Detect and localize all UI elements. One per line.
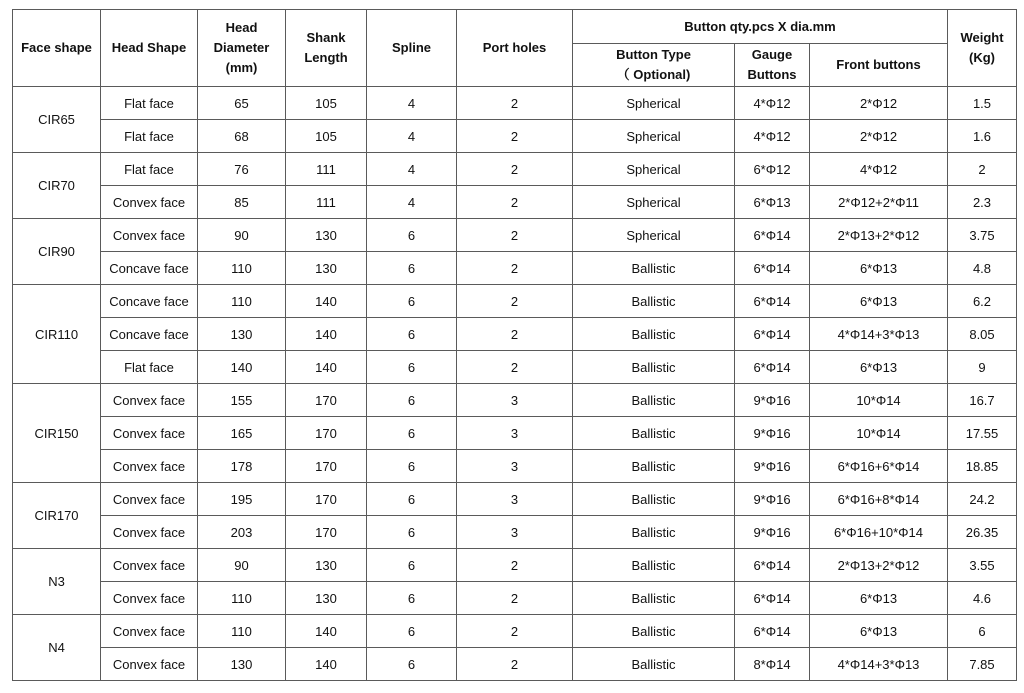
cell-gauge-buttons: 9*Φ16 (735, 384, 810, 417)
cell-head-shape: Convex face (101, 615, 198, 648)
cell-port-holes: 2 (457, 87, 573, 120)
cell-front-buttons: 2*Φ12 (810, 120, 948, 153)
cell-face-shape: CIR170 (13, 483, 101, 549)
cell-weight: 8.05 (948, 318, 1017, 351)
cell-head-diameter: 110 (198, 582, 286, 615)
cell-face-shape: CIR70 (13, 153, 101, 219)
table-body (13, 87, 1017, 681)
cell-spline: 6 (367, 450, 457, 483)
cell-head-shape: Convex face (101, 648, 198, 681)
table-row (13, 285, 1017, 318)
cell-weight: 4.8 (948, 252, 1017, 285)
cell-button-type: Ballistic (573, 450, 735, 483)
cell-head-shape: Flat face (101, 153, 198, 186)
cell-front-buttons: 6*Φ13 (810, 351, 948, 384)
cell-spline: 4 (367, 120, 457, 153)
cell-gauge-buttons: 6*Φ14 (735, 318, 810, 351)
cell-head-diameter: 85 (198, 186, 286, 219)
cell-port-holes: 2 (457, 153, 573, 186)
cell-button-type: Ballistic (573, 252, 735, 285)
cell-head-diameter: 90 (198, 219, 286, 252)
cell-port-holes: 2 (457, 186, 573, 219)
cell-front-buttons: 2*Φ12 (810, 87, 948, 120)
cell-button-type: Ballistic (573, 285, 735, 318)
header-weight (948, 10, 1017, 87)
header-button-group: Button qty.pcs X dia.mm (573, 10, 948, 44)
cell-button-type: Spherical (573, 219, 735, 252)
table-header (13, 10, 1017, 87)
spec-table-wrapper (12, 9, 1017, 681)
cell-head-shape: Convex face (101, 384, 198, 417)
cell-shank-length: 111 (286, 186, 367, 219)
cell-spline: 6 (367, 516, 457, 549)
header-shank-length (286, 10, 367, 87)
cell-front-buttons: 4*Φ14+3*Φ13 (810, 648, 948, 681)
cell-gauge-buttons: 6*Φ12 (735, 153, 810, 186)
cell-weight: 16.7 (948, 384, 1017, 417)
cell-head-shape: Convex face (101, 483, 198, 516)
cell-shank-length: 111 (286, 153, 367, 186)
cell-shank-length: 140 (286, 285, 367, 318)
cell-head-diameter: 90 (198, 549, 286, 582)
cell-port-holes: 2 (457, 648, 573, 681)
cell-button-type: Ballistic (573, 648, 735, 681)
cell-face-shape: N3 (13, 549, 101, 615)
cell-port-holes: 3 (457, 483, 573, 516)
cell-head-shape: Convex face (101, 450, 198, 483)
cell-port-holes: 3 (457, 384, 573, 417)
cell-port-holes: 2 (457, 582, 573, 615)
cell-weight: 4.6 (948, 582, 1017, 615)
cell-button-type: Spherical (573, 87, 735, 120)
cell-front-buttons: 10*Φ14 (810, 384, 948, 417)
cell-head-shape: Flat face (101, 120, 198, 153)
cell-spline: 6 (367, 549, 457, 582)
header-shank-length-line: Length (304, 50, 348, 65)
cell-head-diameter: 195 (198, 483, 286, 516)
table-row (13, 450, 1017, 483)
cell-button-type: Ballistic (573, 582, 735, 615)
cell-head-shape: Concave face (101, 285, 198, 318)
header-face-shape: Face shape (13, 10, 101, 87)
cell-front-buttons: 6*Φ16+10*Φ14 (810, 516, 948, 549)
cell-front-buttons: 10*Φ14 (810, 417, 948, 450)
cell-head-shape: Flat face (101, 351, 198, 384)
cell-weight: 2 (948, 153, 1017, 186)
cell-head-diameter: 178 (198, 450, 286, 483)
cell-button-type: Spherical (573, 186, 735, 219)
cell-port-holes: 2 (457, 285, 573, 318)
cell-head-shape: Convex face (101, 549, 198, 582)
header-button-type (573, 44, 735, 87)
cell-shank-length: 170 (286, 384, 367, 417)
cell-button-type: Ballistic (573, 417, 735, 450)
cell-gauge-buttons: 6*Φ14 (735, 549, 810, 582)
cell-shank-length: 130 (286, 252, 367, 285)
cell-front-buttons: 2*Φ12+2*Φ11 (810, 186, 948, 219)
cell-front-buttons: 4*Φ14+3*Φ13 (810, 318, 948, 351)
cell-weight: 1.6 (948, 120, 1017, 153)
cell-port-holes: 3 (457, 450, 573, 483)
cell-shank-length: 130 (286, 582, 367, 615)
cell-button-type: Spherical (573, 153, 735, 186)
cell-port-holes: 2 (457, 318, 573, 351)
header-head-shape: Head Shape (101, 10, 198, 87)
cell-head-diameter: 130 (198, 318, 286, 351)
cell-head-diameter: 130 (198, 648, 286, 681)
cell-face-shape: CIR110 (13, 285, 101, 384)
header-weight-line: Weight (960, 30, 1004, 45)
cell-front-buttons: 6*Φ13 (810, 252, 948, 285)
cell-spline: 6 (367, 252, 457, 285)
cell-head-shape: Convex face (101, 582, 198, 615)
cell-front-buttons: 2*Φ13+2*Φ12 (810, 219, 948, 252)
cell-spline: 6 (367, 615, 457, 648)
cell-button-type: Ballistic (573, 351, 735, 384)
cell-button-type: Ballistic (573, 615, 735, 648)
cell-port-holes: 2 (457, 615, 573, 648)
cell-weight: 2.3 (948, 186, 1017, 219)
cell-head-shape: Convex face (101, 417, 198, 450)
cell-port-holes: 2 (457, 549, 573, 582)
cell-gauge-buttons: 4*Φ12 (735, 87, 810, 120)
cell-port-holes: 2 (457, 219, 573, 252)
cell-gauge-buttons: 6*Φ14 (735, 351, 810, 384)
cell-shank-length: 130 (286, 549, 367, 582)
cell-shank-length: 170 (286, 450, 367, 483)
cell-port-holes: 3 (457, 417, 573, 450)
table-row (13, 417, 1017, 450)
cell-head-diameter: 68 (198, 120, 286, 153)
cell-front-buttons: 6*Φ13 (810, 582, 948, 615)
cell-weight: 24.2 (948, 483, 1017, 516)
cell-head-diameter: 110 (198, 252, 286, 285)
cell-shank-length: 140 (286, 351, 367, 384)
cell-spline: 6 (367, 483, 457, 516)
cell-spline: 6 (367, 285, 457, 318)
cell-spline: 6 (367, 648, 457, 681)
header-button-type-line: Button Type (616, 47, 691, 62)
table-row (13, 582, 1017, 615)
cell-head-diameter: 65 (198, 87, 286, 120)
cell-shank-length: 140 (286, 615, 367, 648)
cell-head-shape: Concave face (101, 252, 198, 285)
cell-port-holes: 3 (457, 516, 573, 549)
table-row (13, 186, 1017, 219)
cell-head-shape: Convex face (101, 219, 198, 252)
cell-weight: 6.2 (948, 285, 1017, 318)
cell-gauge-buttons: 6*Φ13 (735, 186, 810, 219)
cell-face-shape: CIR65 (13, 87, 101, 153)
cell-button-type: Ballistic (573, 549, 735, 582)
header-button-type-line: （ Optional) (616, 67, 691, 82)
header-head-diameter (198, 10, 286, 87)
cell-shank-length: 140 (286, 648, 367, 681)
cell-spline: 6 (367, 351, 457, 384)
cell-head-diameter: 76 (198, 153, 286, 186)
cell-face-shape: CIR150 (13, 384, 101, 483)
header-weight-line: (Kg) (969, 50, 995, 65)
cell-shank-length: 140 (286, 318, 367, 351)
table-row (13, 549, 1017, 582)
cell-gauge-buttons: 4*Φ12 (735, 120, 810, 153)
cell-port-holes: 2 (457, 120, 573, 153)
header-front-buttons: Front buttons (810, 44, 948, 87)
cell-gauge-buttons: 6*Φ14 (735, 582, 810, 615)
table-row (13, 351, 1017, 384)
cell-face-shape: N4 (13, 615, 101, 681)
table-row (13, 120, 1017, 153)
table-row (13, 153, 1017, 186)
table-row (13, 516, 1017, 549)
cell-weight: 17.55 (948, 417, 1017, 450)
cell-gauge-buttons: 6*Φ14 (735, 615, 810, 648)
cell-spline: 6 (367, 318, 457, 351)
cell-gauge-buttons: 9*Φ16 (735, 483, 810, 516)
cell-shank-length: 105 (286, 87, 367, 120)
cell-weight: 3.55 (948, 549, 1017, 582)
cell-front-buttons: 4*Φ12 (810, 153, 948, 186)
header-gauge-buttons (735, 44, 810, 87)
cell-front-buttons: 2*Φ13+2*Φ12 (810, 549, 948, 582)
cell-shank-length: 105 (286, 120, 367, 153)
cell-front-buttons: 6*Φ13 (810, 615, 948, 648)
cell-port-holes: 2 (457, 252, 573, 285)
header-head-diameter-line: Head (225, 20, 258, 35)
table-row (13, 219, 1017, 252)
cell-gauge-buttons: 9*Φ16 (735, 450, 810, 483)
cell-spline: 4 (367, 87, 457, 120)
cell-button-type: Ballistic (573, 483, 735, 516)
cell-shank-length: 130 (286, 219, 367, 252)
cell-head-diameter: 155 (198, 384, 286, 417)
cell-shank-length: 170 (286, 483, 367, 516)
table-row (13, 252, 1017, 285)
cell-button-type: Spherical (573, 120, 735, 153)
table-row (13, 87, 1017, 120)
cell-port-holes: 2 (457, 351, 573, 384)
cell-front-buttons: 6*Φ13 (810, 285, 948, 318)
cell-weight: 1.5 (948, 87, 1017, 120)
cell-weight: 3.75 (948, 219, 1017, 252)
header-port-holes: Port holes (457, 10, 573, 87)
cell-weight: 26.35 (948, 516, 1017, 549)
cell-gauge-buttons: 9*Φ16 (735, 417, 810, 450)
table-row (13, 483, 1017, 516)
cell-head-diameter: 165 (198, 417, 286, 450)
cell-button-type: Ballistic (573, 384, 735, 417)
header-gauge-buttons-line: Buttons (747, 67, 797, 82)
cell-spline: 6 (367, 417, 457, 450)
cell-spline: 6 (367, 219, 457, 252)
table-row (13, 615, 1017, 648)
cell-gauge-buttons: 6*Φ14 (735, 252, 810, 285)
header-gauge-buttons-line: Gauge (751, 47, 793, 62)
table-row (13, 648, 1017, 681)
cell-gauge-buttons: 6*Φ14 (735, 285, 810, 318)
cell-weight: 6 (948, 615, 1017, 648)
cell-front-buttons: 6*Φ16+6*Φ14 (810, 450, 948, 483)
cell-head-shape: Convex face (101, 516, 198, 549)
header-shank-length-line: Shank (306, 30, 346, 45)
header-head-diameter-line: (mm) (225, 60, 258, 75)
header-spline: Spline (367, 10, 457, 87)
cell-head-diameter: 203 (198, 516, 286, 549)
table-row (13, 318, 1017, 351)
cell-shank-length: 170 (286, 417, 367, 450)
cell-head-diameter: 110 (198, 285, 286, 318)
header-head-diameter-line: Diameter (213, 40, 270, 55)
cell-front-buttons: 6*Φ16+8*Φ14 (810, 483, 948, 516)
table-row (13, 384, 1017, 417)
cell-button-type: Ballistic (573, 318, 735, 351)
cell-gauge-buttons: 9*Φ16 (735, 516, 810, 549)
cell-head-shape: Concave face (101, 318, 198, 351)
cell-gauge-buttons: 8*Φ14 (735, 648, 810, 681)
cell-gauge-buttons: 6*Φ14 (735, 219, 810, 252)
button-bit-spec-table (12, 9, 1017, 681)
cell-head-shape: Flat face (101, 87, 198, 120)
cell-weight: 7.85 (948, 648, 1017, 681)
cell-spline: 6 (367, 384, 457, 417)
cell-face-shape: CIR90 (13, 219, 101, 285)
cell-spline: 6 (367, 582, 457, 615)
cell-spline: 4 (367, 153, 457, 186)
cell-head-shape: Convex face (101, 186, 198, 219)
cell-spline: 4 (367, 186, 457, 219)
cell-head-diameter: 140 (198, 351, 286, 384)
cell-weight: 18.85 (948, 450, 1017, 483)
cell-head-diameter: 110 (198, 615, 286, 648)
cell-shank-length: 170 (286, 516, 367, 549)
cell-weight: 9 (948, 351, 1017, 384)
cell-button-type: Ballistic (573, 516, 735, 549)
